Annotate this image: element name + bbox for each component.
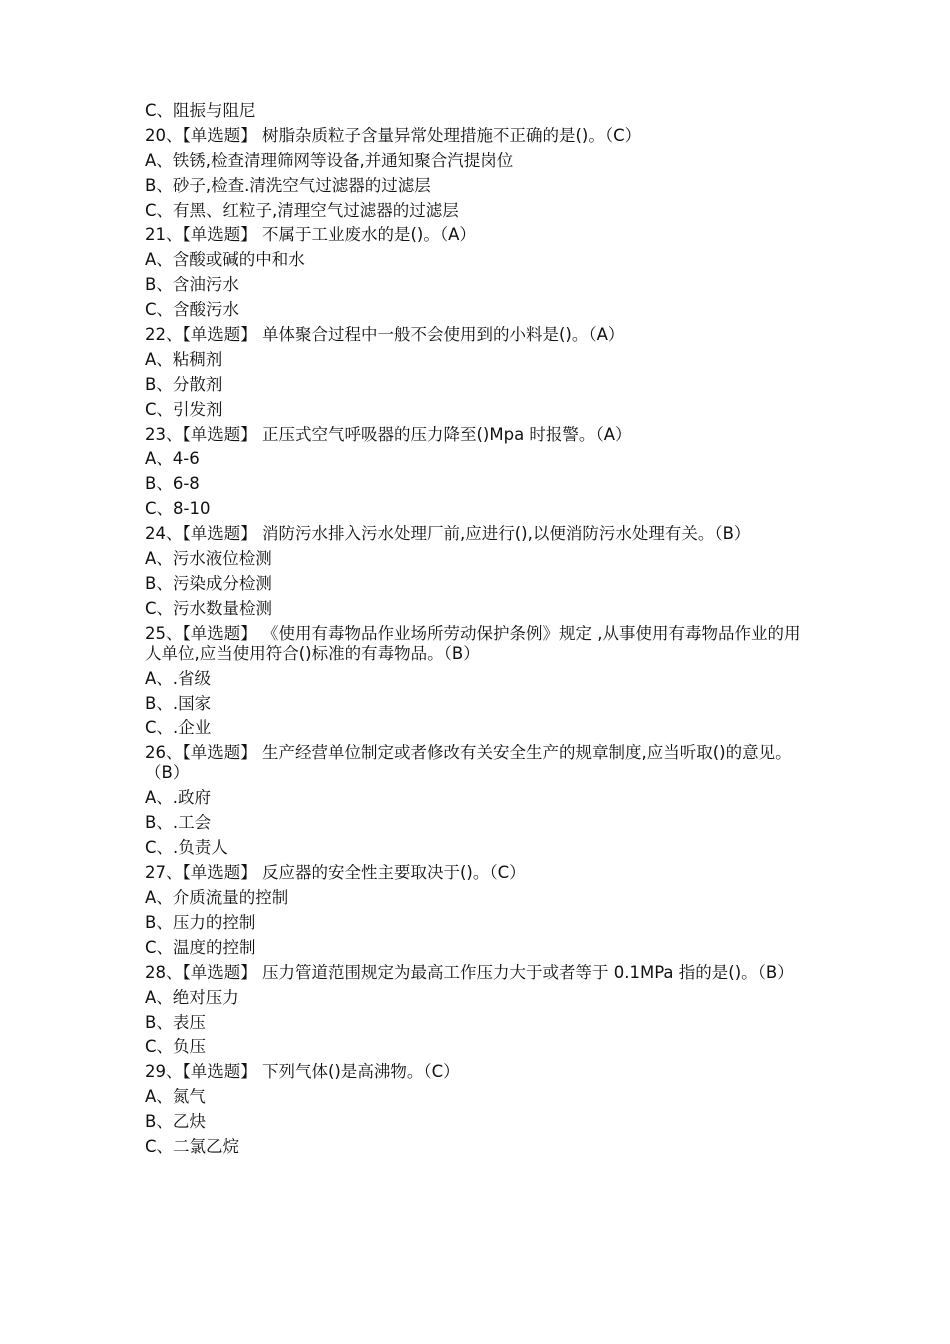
question-text: 消防污水排入污水处理厂前,应进行(),以便消防污水处理有关。 (256, 524, 715, 544)
answer-option: C、引发剂 (145, 399, 223, 419)
question-stem (145, 741, 810, 786)
answer-option: B、污染成分检测 (145, 573, 272, 593)
question-number: 20、 (145, 125, 183, 145)
question-stem (145, 861, 810, 886)
answer-option: A、.政府 (145, 788, 212, 808)
answer-option: C、污水数量检测 (145, 598, 273, 618)
answer-option: C、.负责人 (145, 838, 228, 858)
question-text: 生产经营单位制定或者修改有关安全生产的规章制度,应当听取()的意见。 (256, 743, 792, 763)
answer-option: B、砂子,检查.清洗空气过滤器的过滤层 (145, 175, 431, 195)
question-stem (145, 961, 810, 986)
answer-option: C、温度的控制 (145, 937, 256, 957)
answer-key: （B） (757, 962, 794, 982)
answer-option: B、含油污水 (145, 275, 239, 295)
answer-option: A、.省级 (145, 668, 212, 688)
question-text: 树脂杂质粒子含量异常处理措施不正确的是()。 (256, 125, 605, 145)
answer-option: A、介质流量的控制 (145, 887, 289, 907)
question-list (145, 99, 810, 1160)
question-type: 【单选题】 (182, 743, 257, 763)
question-type: 【单选题】 (182, 125, 257, 145)
answer-key: （C） (423, 1062, 460, 1082)
question-number: 21、 (145, 225, 183, 245)
answer-option: B、6-8 (145, 474, 200, 494)
question-text: 反应器的安全性主要取决于()。 (256, 863, 490, 883)
question-stem (145, 323, 810, 348)
question-type: 【单选题】 (182, 424, 257, 444)
question-type: 【单选题】 (182, 623, 257, 643)
question-type: 【单选题】 (182, 962, 257, 982)
answer-option: A、4-6 (145, 449, 200, 469)
question-text: 《使用有毒物品作业场所劳动保护条例》规定 ,从事使用有毒物品作业的用人单位,应当使用符合()标准的有毒物品。 (145, 623, 801, 663)
answer-key: （A） (595, 424, 632, 444)
answer-option: A、绝对压力 (145, 987, 239, 1007)
answer-option: C、含酸污水 (145, 300, 240, 320)
question-number: 28、 (145, 962, 183, 982)
answer-key: （A） (588, 325, 625, 345)
answer-key: （C） (604, 125, 642, 145)
question-number: 25、 (145, 623, 183, 643)
answer-key: （C） (489, 863, 526, 883)
question-number: 26、 (145, 743, 183, 763)
answer-key: （B） (145, 763, 190, 783)
question-stem (145, 1060, 810, 1085)
question-stem (145, 124, 810, 149)
question-number: 29、 (145, 1062, 183, 1082)
question-stem (145, 223, 810, 248)
answer-option: C、有黑、红粒子,清理空气过滤器的过滤层 (145, 200, 459, 220)
answer-option: C、负压 (145, 1037, 207, 1057)
question-number: 27、 (145, 863, 183, 883)
answer-option: B、表压 (145, 1012, 206, 1032)
answer-option: C、8-10 (145, 499, 211, 519)
answer-key: （B） (714, 524, 751, 544)
answer-option: A、粘稠剂 (145, 349, 223, 369)
question-text: 单体聚合过程中一般不会使用到的小料是()。 (256, 325, 589, 345)
answer-option: A、氮气 (145, 1087, 206, 1107)
question-text: 压力管道范围规定为最高工作压力大于或者等于 0.1MPa 指的是()。 (256, 962, 758, 982)
question-type: 【单选题】 (182, 325, 257, 345)
answer-option: B、.工会 (145, 813, 212, 833)
question-stem (145, 423, 810, 448)
question-stem (145, 622, 810, 667)
answer-option: C、二氯乙烷 (145, 1136, 240, 1156)
question-number: 24、 (145, 524, 183, 544)
question-number: 22、 (145, 325, 183, 345)
question-text: 下列气体()是高沸物。 (256, 1062, 424, 1082)
question-type: 【单选题】 (182, 1062, 257, 1082)
answer-option: C、阻振与阻尼 (145, 101, 256, 120)
answer-option: A、污水液位检测 (145, 549, 272, 569)
answer-option: B、压力的控制 (145, 912, 256, 932)
question-type: 【单选题】 (182, 225, 257, 245)
question-stem (145, 522, 810, 547)
question-number: 23、 (145, 424, 183, 444)
question-type: 【单选题】 (182, 863, 257, 883)
answer-option: A、含酸或碱的中和水 (145, 250, 305, 270)
answer-option: C、.企业 (145, 718, 212, 738)
answer-option: B、分散剂 (145, 374, 223, 394)
question-type: 【单选题】 (182, 524, 257, 544)
answer-key: （B） (443, 643, 480, 663)
question-text: 不属于工业废水的是()。 (256, 225, 440, 245)
answer-option: B、.国家 (145, 693, 212, 713)
answer-option: A、铁锈,检查清理筛网等设备,并通知聚合汽提岗位 (145, 150, 514, 170)
answer-option: B、乙炔 (145, 1112, 206, 1132)
question-text: 正压式空气呼吸器的压力降至()Mpa 时报警。 (256, 424, 596, 444)
answer-key: （A） (439, 225, 476, 245)
